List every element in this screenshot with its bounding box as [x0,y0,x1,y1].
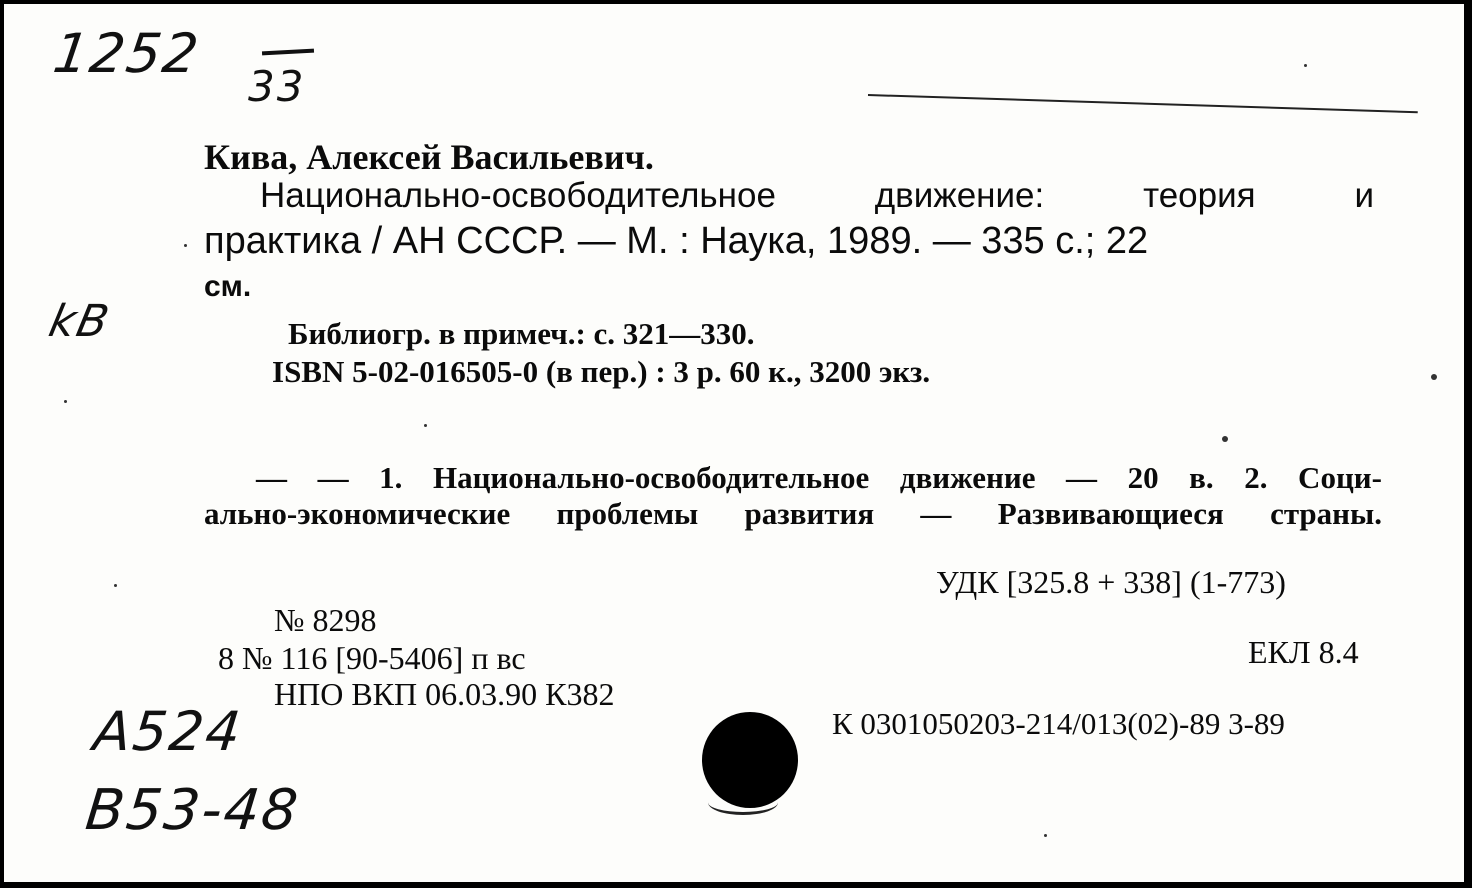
fraction-bar [262,49,314,56]
bibliography-note: Библиогр. в примеч.: с. 321—330. [288,316,755,351]
speck [1222,436,1228,442]
speck [1304,64,1307,67]
control-code: К 0301050203-214/013(02)-89 3-89 [832,706,1285,741]
handwritten-call-number: 1252 [49,22,204,85]
ekl-code: ЕКЛ 8.4 [1248,634,1359,670]
subjects-line-2: ально-экономические проблемы развития — Развивающиеся страны. [204,496,1382,531]
top-rule [868,94,1418,113]
card-number: № 8298 [274,602,377,638]
speck [184,244,187,247]
handwritten-shelf-mark-2: B53-48 [82,778,303,843]
isbn-line: ISBN 5-02-016505-0 (в пер.) : 3 р. 60 к., 3200 экз. [272,354,931,389]
speck [1044,834,1047,837]
printer-line: НПО ВКП 06.03.90 К382 [274,676,615,712]
handwritten-side-mark: kB [44,296,116,347]
speck [424,424,427,427]
title-line-1: Национально-освободительное движение: теория и [260,176,1374,215]
speck [64,400,67,403]
handwritten-shelf-mark-1: A524 [90,700,246,763]
order-line: 8 № 116 [90-5406] п вс [218,640,526,676]
speck [1431,374,1437,380]
title-line-2: практика / АН СССР. — М. : Наука, 1989. — 335 с.; 22 [204,220,1149,262]
title-line-3: см. [204,270,252,303]
subjects-line-1: — — 1. Национально-освободительное движение — 20 в. 2. Соци- [256,460,1382,495]
speck [114,584,117,587]
catalog-card [4,4,1464,882]
card-hole [702,712,798,808]
author-heading: Кива, Алексей Васильевич. [204,137,654,177]
udk-code: УДК [325.8 + 338] (1-773) [936,564,1286,600]
handwritten-fraction: 33 [248,62,306,111]
